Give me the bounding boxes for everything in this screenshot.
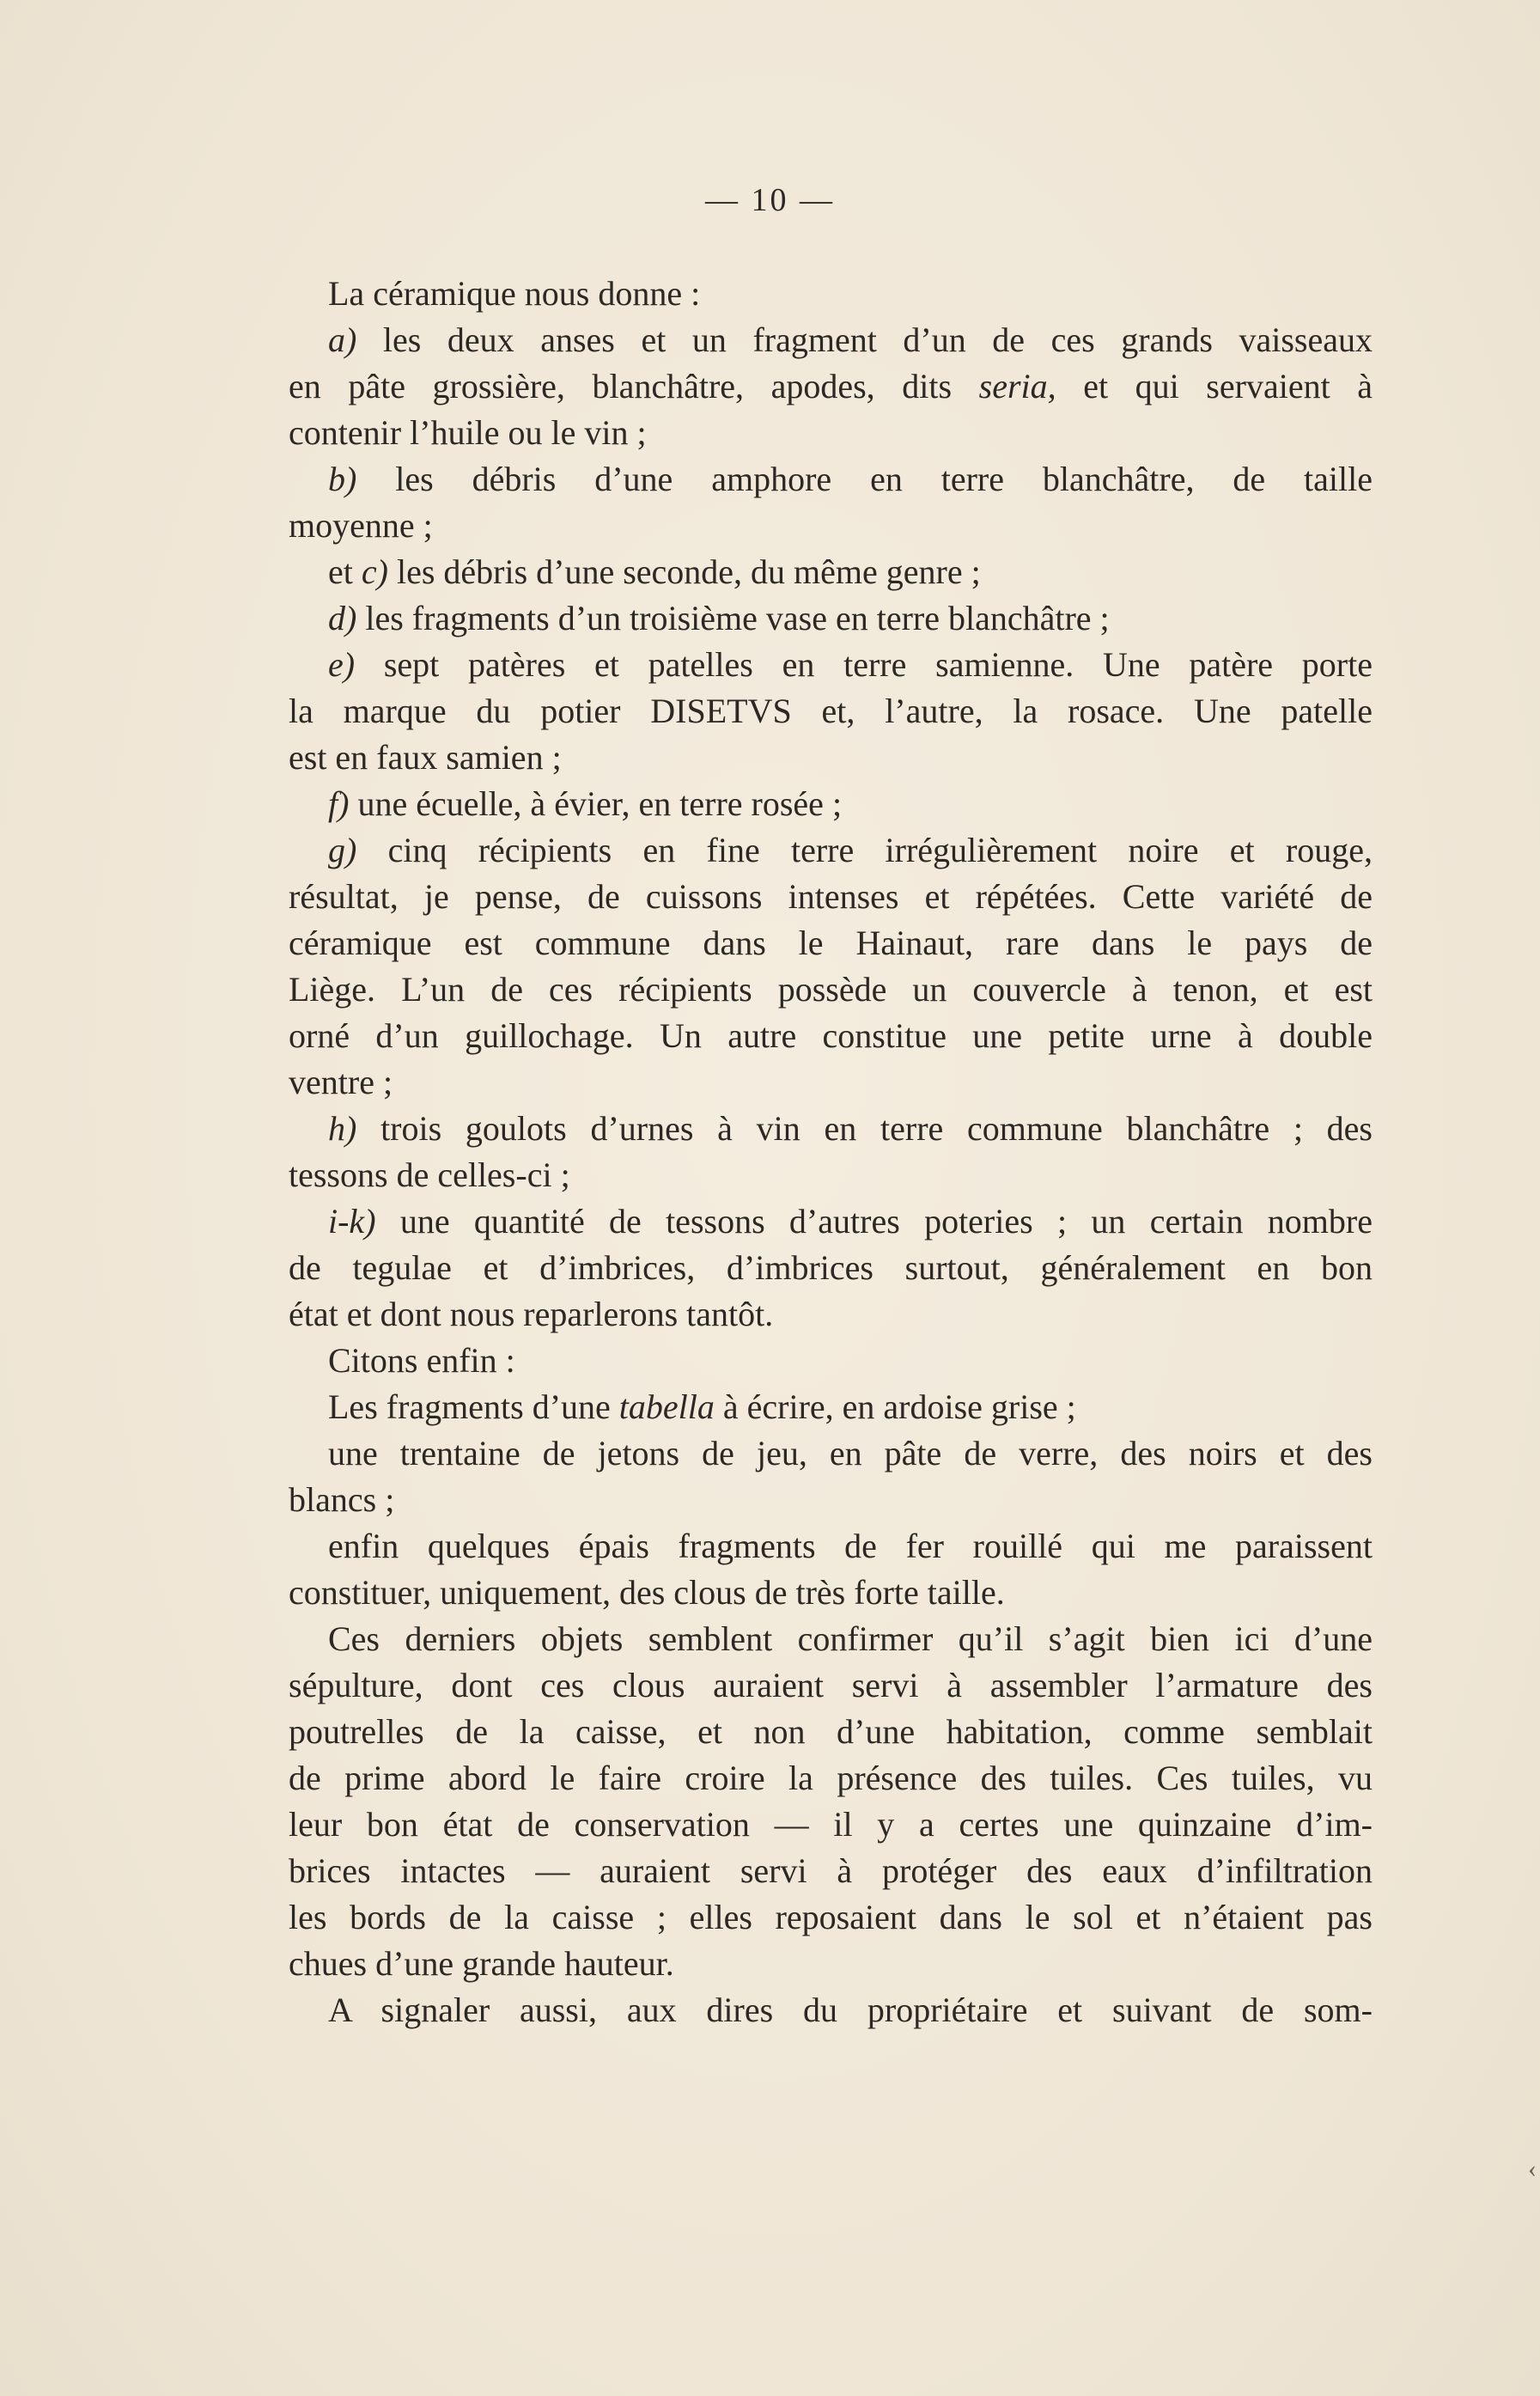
text-span: la marque du potier DISETVS et, l’autre, la rosace. Une patelle	[289, 692, 1373, 730]
text-line	[289, 1987, 1373, 2033]
text-line	[289, 410, 1373, 456]
text-span: constituer, uniquement, des clous de très forte taille.	[289, 1573, 1005, 1612]
text-line	[289, 1384, 1373, 1430]
text-span: orné d’un guillochage. Un autre constitue une petite urne à double	[289, 1016, 1373, 1055]
text-span: est en faux samien ;	[289, 738, 562, 777]
text-span: Les fragments d’une	[328, 1387, 619, 1426]
text-line	[289, 1013, 1373, 1059]
text-line	[289, 1848, 1373, 1894]
italic-text: h)	[328, 1109, 357, 1148]
text-span: Ces derniers objets semblent confirmer qu’il s’agit bien ici d’une	[328, 1619, 1373, 1658]
text-line	[289, 271, 1373, 317]
text-span: les deux anses et un fragment d’un de ces grands vaisseaux	[356, 320, 1373, 359]
text-line	[289, 966, 1373, 1013]
text-span: les débris d’une seconde, du même genre ;	[387, 552, 981, 591]
text-span: de prime abord le faire croire la présence des tuiles. Ces tuiles, vu	[289, 1759, 1373, 1797]
text-span: chues d’une grande hauteur.	[289, 1944, 674, 1983]
italic-text: a)	[328, 320, 357, 359]
text-span: tessons de celles-ci ;	[289, 1155, 570, 1194]
text-line	[289, 1291, 1373, 1338]
body-text	[289, 271, 1373, 2033]
text-line	[289, 595, 1373, 642]
text-span: Citons enfin :	[328, 1341, 515, 1380]
italic-text: c)	[361, 552, 388, 591]
text-span: La céramique nous donne :	[328, 274, 701, 313]
text-span: une quantité de tessons d’autres poteries ; un certain nombre	[375, 1202, 1373, 1241]
text-line	[289, 688, 1373, 735]
text-span: sept patères et patelles en terre samienne. Une patère porte	[355, 645, 1373, 684]
text-span: céramique est commune dans le Hainaut, rare dans le pays de	[289, 924, 1373, 962]
text-line	[289, 781, 1373, 827]
text-span: blancs ;	[289, 1480, 395, 1519]
text-span: poutrelles de la caisse, et non d’une habitation, comme semblait	[289, 1712, 1373, 1751]
text-span: leur bon état de conservation — il y a certes une quinzaine d’im-	[289, 1805, 1373, 1844]
text-span: ventre ;	[289, 1063, 393, 1101]
text-line	[289, 1059, 1373, 1106]
text-line	[289, 317, 1373, 363]
text-span: et	[328, 552, 362, 591]
text-span: trois goulots d’urnes à vin en terre commune blanchâtre ; des	[356, 1109, 1373, 1148]
text-span: A signaler aussi, aux dires du propriétaire et suivant de som-	[328, 1991, 1373, 2029]
text-line	[289, 1152, 1373, 1198]
text-span: à écrire, en ardoise grise ;	[714, 1387, 1076, 1426]
text-line	[289, 363, 1373, 410]
text-line	[289, 1894, 1373, 1941]
text-line	[289, 1245, 1373, 1291]
text-span: une trentaine de jetons de jeu, en pâte de verre, des noirs et des	[328, 1434, 1373, 1472]
text-line	[289, 1338, 1373, 1384]
italic-text: g)	[328, 831, 357, 869]
text-line	[289, 1477, 1373, 1523]
text-span: de tegulae et d’imbrices, d’imbrices surtout, généralement en bon	[289, 1248, 1373, 1287]
text-line	[289, 1662, 1373, 1709]
text-line	[289, 827, 1373, 874]
text-span: et qui servaient à	[1056, 367, 1373, 405]
italic-text: i-k)	[328, 1202, 376, 1241]
text-span: résultat, je pense, de cuissons intenses et répétées. Cette variété de	[289, 877, 1373, 916]
text-span: une écuelle, à évier, en terre rosée ;	[349, 784, 843, 823]
italic-text: b)	[328, 460, 357, 498]
text-line	[289, 1802, 1373, 1848]
text-line	[289, 1570, 1373, 1616]
text-line	[289, 1523, 1373, 1570]
text-line	[289, 1106, 1373, 1152]
italic-text: f)	[328, 784, 350, 823]
text-span: les bords de la caisse ; elles reposaient dans le sol et n’étaient pas	[289, 1898, 1373, 1936]
text-line	[289, 1941, 1373, 1987]
text-line	[289, 503, 1373, 549]
text-line	[289, 1755, 1373, 1802]
text-line	[289, 549, 1373, 595]
text-line	[289, 1709, 1373, 1755]
text-line	[289, 456, 1373, 503]
text-span: les débris d’une amphore en terre blanchâtre, de taille	[356, 460, 1373, 498]
text-span: cinq récipients en fine terre irrégulièrement noire et rouge,	[356, 831, 1373, 869]
italic-text: tabella	[618, 1387, 715, 1426]
text-line	[289, 1616, 1373, 1662]
text-line	[289, 1430, 1373, 1477]
italic-text: e)	[328, 645, 356, 684]
text-line	[289, 1198, 1373, 1245]
text-span: état et dont nous reparlerons tantôt.	[289, 1295, 774, 1333]
text-span: moyenne ;	[289, 506, 433, 545]
text-line	[289, 874, 1373, 920]
italic-text: d)	[328, 599, 357, 637]
text-span: les fragments d’un troisième vase en terre blanchâtre ;	[356, 599, 1110, 637]
margin-mark: ‹	[1528, 2155, 1537, 2183]
text-span: enfin quelques épais fragments de fer rouillé qui me paraissent	[328, 1527, 1373, 1565]
text-span: brices intactes — auraient servi à protéger des eaux d’infiltration	[289, 1851, 1373, 1890]
text-span: en pâte grossière, blanchâtre, apodes, dits	[289, 367, 979, 405]
text-line	[289, 642, 1373, 688]
text-span: contenir l’huile ou le vin ;	[289, 413, 647, 452]
text-line	[289, 735, 1373, 781]
italic-text: seria,	[978, 367, 1056, 405]
text-span: sépulture, dont ces clous auraient servi à assembler l’armature des	[289, 1666, 1373, 1704]
text-span: Liège. L’un de ces récipients possède un couvercle à tenon, et est	[289, 970, 1373, 1009]
text-line	[289, 920, 1373, 966]
page-number: — 10 —	[705, 182, 835, 218]
